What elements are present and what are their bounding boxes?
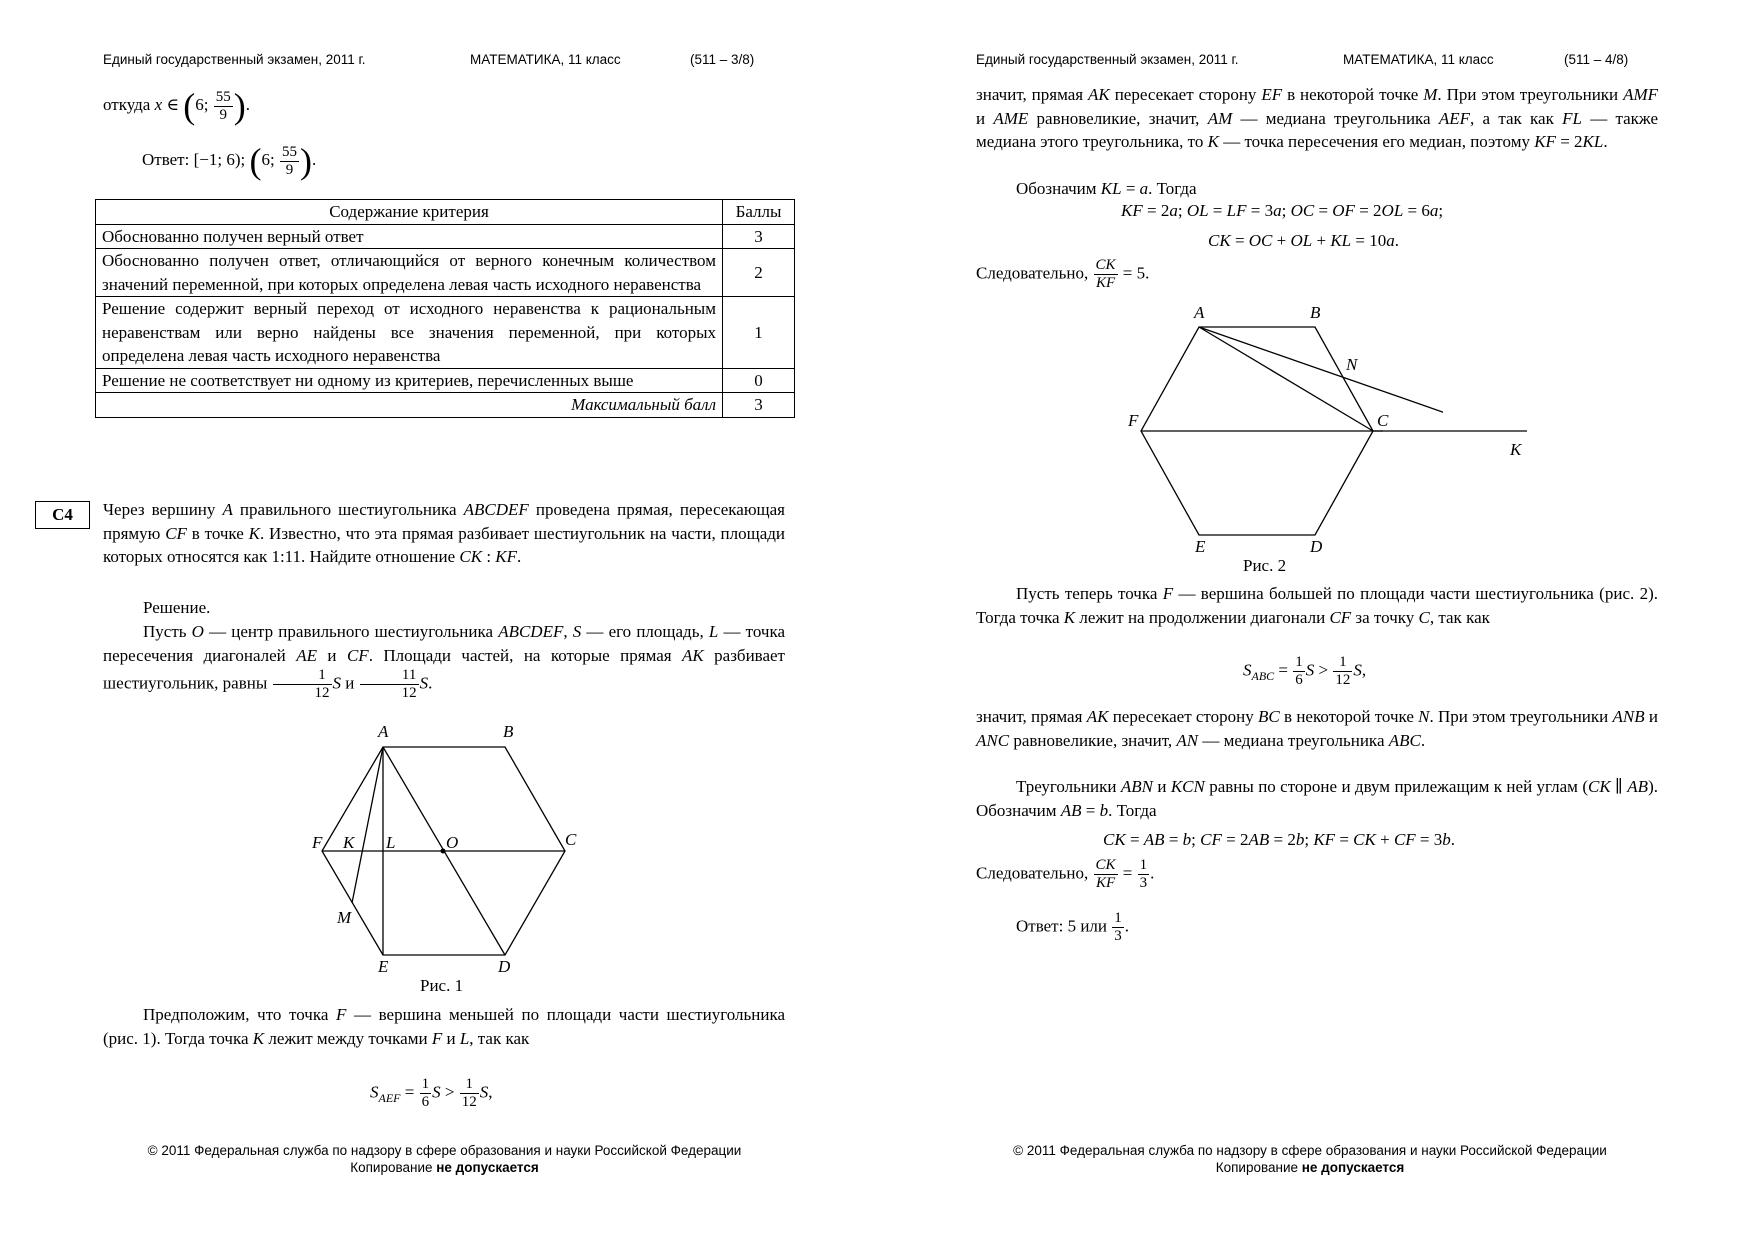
formula-sabc: $S_{ABC}$ = $\frac{1}{6}$ S > $\frac{1}{12}$ S, [1243, 654, 1367, 688]
right-page [873, 0, 1747, 1239]
para-case-2: Пусть теперь точка F — вершина большей по площади части шестиугольника (рис. 2). Тогда точка K лежит на продолжении диагонали CF за точку C, так как [976, 584, 1658, 627]
label-c: C [565, 830, 577, 849]
footer [8, 1142, 881, 1176]
task-statement: Через вершину A правильного шестиугольника ABCDEF проведена прямая, пересекающая прямую CF в точке K. Известно, что эта прямая разбивает шестиугольник на части, площади которых относятся как 1:11. Найдите отношение CK : KF. [103, 500, 786, 566]
label-d: D [1310, 537, 1323, 556]
para-median: значит, прямая AK пересекает сторону EF в некоторой точке M. При этом треугольники AMF и AME равновеликие, значит, AM — медиана треугольника AEF, а так как FL — также медиана этого треугольника, то K — точка пересечения его медиан, поэтому KF = 2KL. [976, 85, 1659, 151]
figure-2-caption: Рис. 2 [1243, 556, 1287, 575]
row-points: 1 [723, 297, 795, 369]
figure-2 [1113, 300, 1443, 570]
label-b: B [1310, 303, 1321, 322]
solution-para-1: Пусть O — центр правильного шестиугольника ABCDEF, S — его площадь, L — точка пересечения диагоналей AE и CF. Площади частей, на которые прямая AK разбивает шестиугольник, равны $\frac{1}{12}$ S и $\frac{11}{12}$ S. [103, 622, 786, 701]
label-a: A [378, 722, 389, 741]
label-d: D [498, 957, 511, 976]
solution-label: Решение. [143, 598, 211, 617]
left-page [0, 0, 873, 1239]
figure-1-caption: Рис. 1 [420, 976, 464, 995]
label-a: A [1194, 303, 1205, 322]
footer-copy-bold: не допускается [1301, 1160, 1405, 1175]
final-answer: Ответ: 5 или $\frac{1}{3}$ . [1016, 910, 1130, 944]
line-ak [1199, 327, 1443, 431]
row-points: 0 [723, 368, 795, 393]
label-k: K [1510, 440, 1522, 459]
figure-1 [300, 720, 600, 980]
label-k: K [343, 833, 355, 852]
formula-saef: $S_{AEF}$ = $\frac{1}{6}$ S > $\frac{1}{12}$ S, [370, 1076, 493, 1110]
label-b: B [503, 722, 514, 741]
table-row [96, 224, 795, 249]
footer-copy-line [873, 1159, 1747, 1176]
para-median-2: значит, прямая AK пересекает сторону BC в некоторой точке N. При этом треугольники ANB и ANC равновеликие, значит, AN — медиана треугольника ABC. [976, 707, 1659, 750]
answer-line: Ответ: [−1; 6); (6; $\frac{55}{9}$ ). [142, 141, 317, 181]
footer-copy-text: Копирование [1215, 1160, 1302, 1175]
label-m: M [337, 908, 352, 927]
header-points: Баллы [723, 200, 795, 225]
header-exam: Единый государственный экзамен, 2011 г. [976, 52, 1239, 67]
header-subject: МАТЕМАТИКА, 11 класс [470, 52, 621, 67]
table-max-row [96, 393, 795, 418]
label-e: E [1195, 537, 1206, 556]
task-label: C4 [35, 501, 90, 529]
formula-ck: CK = OC + OL + KL = 10a. [1208, 231, 1399, 250]
footer-copy-bold: не допускается [436, 1160, 539, 1175]
para-equal-triangles: Треугольники ABN и KCN равны по стороне и двум прилежащим к ней углам (CK ∥ AB). Обозначим AB = b. Тогда [976, 777, 1658, 820]
solution-para-2: Предположим, что точка F — вершина меньшей по площади части шестиугольника (рис. 1). Тогда точка K лежит между точками F и L, так как [103, 1005, 785, 1048]
label-c: C [1377, 411, 1389, 430]
table-row [96, 297, 795, 369]
center-point [441, 849, 446, 854]
header-criterion: Содержание критерия [96, 200, 723, 225]
table-row [96, 368, 795, 393]
label-f: F [1128, 411, 1139, 430]
line-ak [352, 747, 383, 903]
label-e: E [378, 957, 389, 976]
header-code: (511 – 4/8) [1564, 52, 1629, 67]
otkuda-line: откуда x ∈ (6; $\frac{55}{9}$ ). [103, 86, 250, 126]
max-points: 3 [723, 393, 795, 418]
figure-2-extension [1443, 420, 1533, 460]
denote-kl: Обозначим KL = a. Тогда [1016, 179, 1197, 198]
formula-kf: KF = 2a; OL = LF = 3a; OC = OF = 2OL = 6a; [1121, 201, 1444, 220]
label-n: N [1346, 355, 1358, 374]
row-criterion: Обоснованно получен ответ, отличающийся от верного конечным количеством значений переменной, при которых определена левая часть исходного неравенства [96, 249, 723, 297]
header-exam: Единый государственный экзамен, 2011 г. [103, 52, 366, 67]
footer-copyright: © 2011 Федеральная служба по надзору в сфере образования и науки Российской Федерации [147, 1143, 742, 1158]
header-code: (511 – 3/8) [690, 52, 755, 67]
row-criterion: Решение не соответствует ни одному из критериев, перечисленных выше [96, 368, 723, 393]
row-points: 2 [723, 249, 795, 297]
criteria-table [95, 199, 795, 418]
table-header-row [96, 200, 795, 225]
row-criterion: Обоснованно получен верный ответ [96, 224, 723, 249]
label-o: O [446, 833, 459, 852]
footer-copy-text: Копирование [350, 1160, 437, 1175]
conclusion-2: Следовательно, $\frac{CK}{KF}$ = $\frac{1}{3}$ . [976, 857, 1155, 891]
row-points: 3 [723, 224, 795, 249]
footer-copy-line [8, 1159, 881, 1176]
footer-copyright: © 2011 Федеральная служба по надзору в сфере образования и науки Российской Федерации [1013, 1143, 1607, 1158]
table-row [96, 249, 795, 297]
conclusion-1: Следовательно, $\frac{CK}{KF}$ = 5. [976, 257, 1150, 291]
max-label: Максимальный балл [96, 393, 723, 418]
label-f: F [312, 833, 323, 852]
header-subject: МАТЕМАТИКА, 11 класс [1343, 52, 1494, 67]
formula-cf: CK = AB = b; CF = 2AB = 2b; KF = CK + CF = 3b. [1103, 830, 1456, 849]
footer [873, 1142, 1747, 1176]
label-l: L [386, 833, 396, 852]
row-criterion: Решение содержит верный переход от исходного неравенства к рациональным неравенствам или верно найдены все значения переменной, при которых определена левая часть исходного неравенства [96, 297, 723, 369]
